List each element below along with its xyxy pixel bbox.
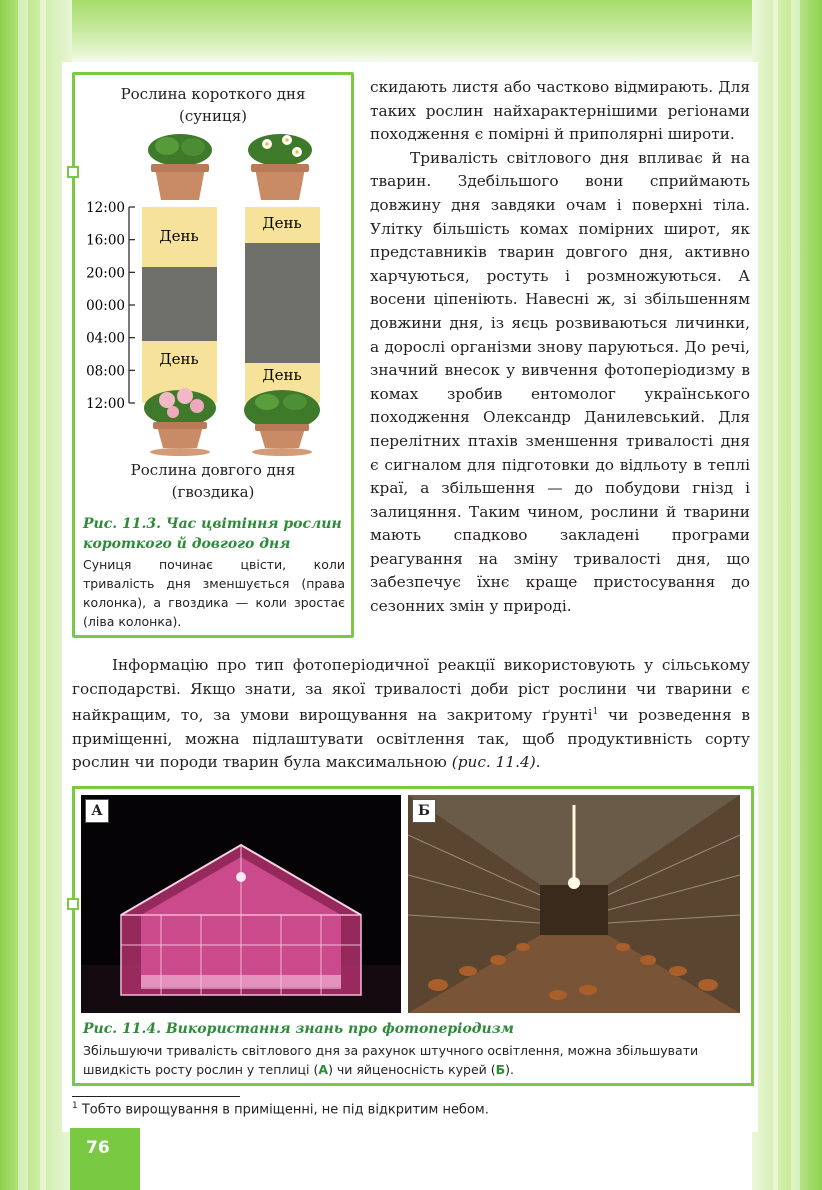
footnote-text: Тобто вирощування в приміщенні, не під відкритим небом. — [77, 1102, 489, 1118]
time-tick-label: 08:00 — [86, 363, 125, 380]
figure-11-3-description: Суниця починає цвісти, коли тривалість дня зменшується (права колонка), а гвоздика — коли зростає (ліва колонка). — [83, 557, 345, 629]
left-night-bar — [142, 267, 217, 341]
agriculture-text-b: чи розведення в приміщенні, можна підлаштувати освітлення так, щоб продуктивність сорту рослин чи породи тварин була максимальною — [72, 706, 751, 772]
left-day-label-bottom: День — [159, 350, 199, 368]
ref-photo-b[interactable]: Б — [495, 1062, 506, 1077]
frame-corner-marker — [67, 166, 79, 178]
time-tick-label: 12:00 — [86, 200, 125, 216]
poultry-farm-photo — [408, 795, 740, 1013]
photo-label-a: А — [85, 799, 109, 823]
time-ticks — [86, 200, 135, 412]
long-day-plant-name: Рослина довгого дня — [130, 461, 296, 479]
flowering-strawberry-pot-icon — [248, 134, 312, 200]
page-background-top — [0, 0, 822, 70]
carnation-pot-icon — [144, 388, 216, 456]
figure-11-4-description: Збільшуючи тривалість світлового дня за рахунок штучного освітлення, можна збільшувати швидкість росту рослин у теплиці (А) чи яйценосність курей (Б). — [83, 1043, 699, 1077]
short-day-plant-label — [75, 83, 351, 127]
time-tick-label: 00:00 — [86, 298, 125, 314]
footnote — [72, 1101, 489, 1117]
figure-reference[interactable]: (рис. 11.4) — [451, 753, 536, 772]
ref-photo-a[interactable]: А — [318, 1062, 329, 1077]
figure-11-4 — [72, 786, 754, 1086]
long-day-plant-species: (гвоздика) — [171, 483, 255, 501]
page-number: 76 — [86, 1138, 110, 1158]
long-day-plant-label — [75, 459, 351, 503]
paragraph-plants-latitudes: скидають листя або частково відмирають. Для таких рослин найхарактернішими регіонами походження є помірні й приполярні широти. — [370, 78, 750, 144]
greenhouse-photo — [81, 795, 401, 1013]
decorative-stripe — [773, 0, 778, 1190]
footnote-mark: 1 — [72, 1101, 78, 1111]
figure-11-3 — [72, 72, 354, 638]
right-column-text — [370, 76, 750, 619]
figure-11-3-title: Рис. 11.3. Час цвітіння рослин короткого й довгого дня — [83, 516, 342, 552]
decorative-stripe — [791, 0, 800, 1190]
footnote-reference[interactable]: 1 — [592, 707, 599, 718]
time-tick-label: 16:00 — [86, 232, 125, 249]
agriculture-paragraph — [72, 654, 750, 775]
right-day-label-bottom: День — [262, 366, 302, 384]
frame-corner-marker — [67, 898, 79, 910]
time-tick-label: 20:00 — [86, 265, 125, 282]
paragraph-animals-photoperiod: Тривалість світлового дня впливає й на тварин. Здебільшого вони сприймають довжину дня завдяки очам і поверхні тіла. Улітку більшість комах помірних широт, як представників тварин довгого дня, активно харчуються, ростуть і розмножуються. А восени ціпеніють. Навесні ж, зі збільшенням довжини дня, із яєць розвиваються личинки, а дорослі організми знову паруються. До речі, значний внесок у вивчення фотоперіодизму в комах зробив ентомолог українського походження Олександр Данилевський. Для перелітних птахів зменшення тривалості дня є сигналом для підготовки до відльоту в теплі краї, а збільшення — до побудови гнізд і залицяння. Таким чином, рослини й тварини мають спадково закладені програми реагування на зміну тривалості дня, що забезпечує їхнє краще пристосування до сезонних змін у природі. — [370, 148, 750, 616]
time-tick-label: 04:00 — [86, 330, 125, 347]
agriculture-text-end: . — [535, 753, 541, 772]
agriculture-text-a: Інформацію про тип фотоперіодичної реакції використовують у сільському господарстві. Якщо знати, за якої тривалості доби ріст рослини чи тварини є найкращим, то, за умови вирощування на закритому ґрунті — [72, 656, 750, 725]
right-night-bar — [245, 243, 320, 363]
green-carnation-pot-icon — [244, 390, 320, 456]
figure-11-4-title: Рис. 11.4. Використання знань про фотоперіодизм — [83, 1021, 514, 1037]
right-day-label-top: День — [262, 214, 302, 232]
short-day-plant-name: Рослина короткого дня — [120, 85, 306, 103]
decorative-stripe — [18, 0, 28, 1190]
time-tick-label: 12:00 — [86, 396, 125, 412]
left-day-label-top: День — [159, 227, 199, 245]
photoperiod-diagram — [75, 130, 351, 460]
footnote-divider — [72, 1096, 240, 1097]
decorative-stripe — [40, 0, 46, 1190]
page-background-right — [752, 0, 822, 1190]
photo-label-b: Б — [412, 799, 436, 823]
strawberry-pot-icon — [148, 134, 212, 200]
short-day-plant-species: (суниця) — [178, 107, 248, 125]
